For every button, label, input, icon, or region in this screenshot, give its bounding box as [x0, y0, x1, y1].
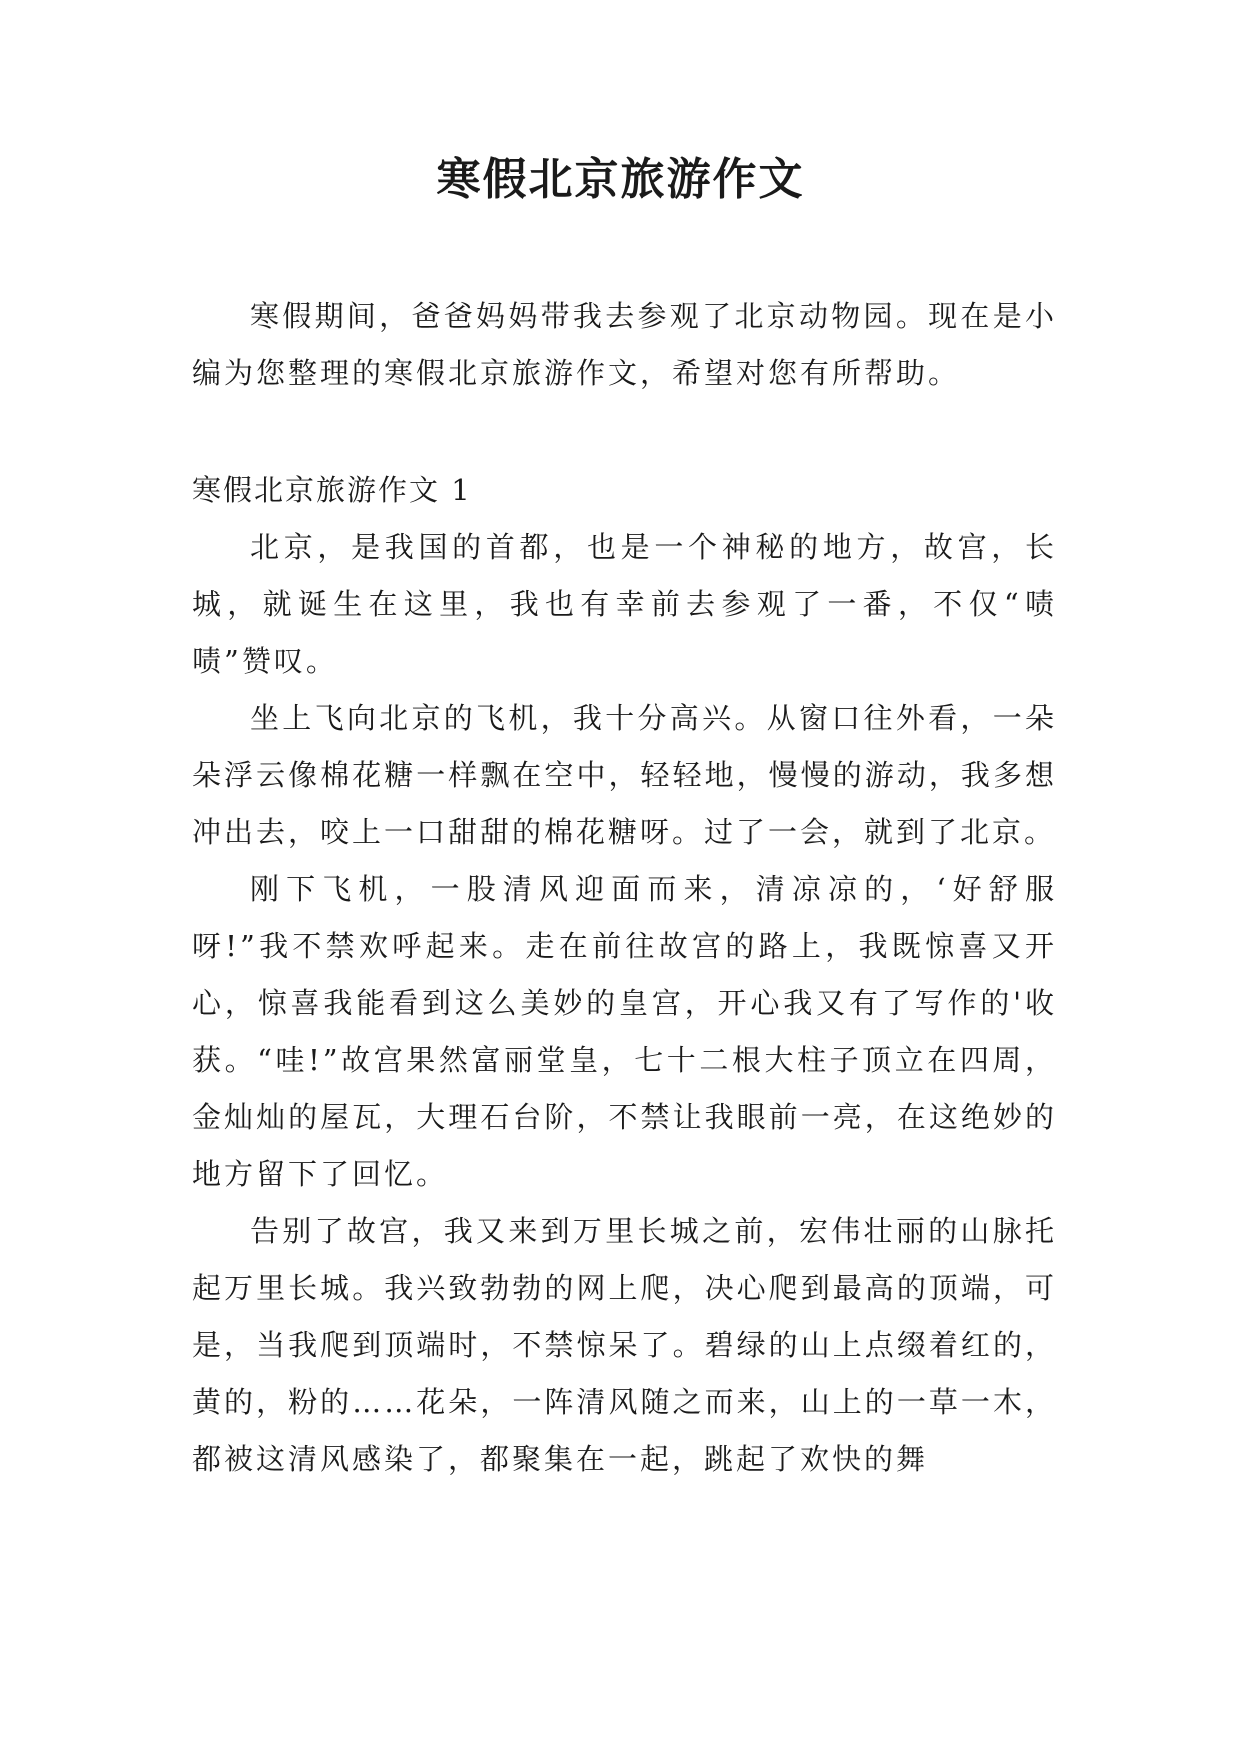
body-paragraph: 告别了故宫，我又来到万里长城之前，宏伟壮丽的山脉托起万里长城。我兴致勃勃的网上爬，决心爬到最高的顶端，可是，当我爬到顶端时，不禁惊呆了。碧绿的山上点缀着红的，黄的，粉的……花朵，一阵清风随之而来，山上的一草一木，都被这清风感染了，都聚集在一起，跳起了欢快的舞 — [192, 1214, 1057, 1476]
intro-paragraph: 寒假期间，爸爸妈妈带我去参观了北京动物园。现在是小编为您整理的寒假北京旅游作文，希望对您有所帮助。 — [192, 299, 1057, 390]
section-heading: 寒假北京旅游作文 1 — [192, 473, 472, 507]
body-paragraph: 刚下飞机，一股清风迎面而来，清凉凉的，‘好舒服呀!”我不禁欢呼起来。走在前往故宫的路上，我既惊喜又开心，惊喜我能看到这么美妙的皇宫，开心我又有了写作的'收获。“哇!”故宫果然富丽堂皇，七十二根大柱子顶立在四周，金灿灿的屋瓦，大理石台阶，不禁让我眼前一亮，在这绝妙的地方留下了回忆。 — [192, 872, 1057, 1191]
body-paragraph: 北京，是我国的首都，也是一个神秘的地方，故宫，长城，就诞生在这里，我也有幸前去参观了一番，不仅“啧啧”赞叹。 — [192, 530, 1057, 678]
document-title: 寒假北京旅游作文 — [436, 154, 805, 205]
body-paragraph: 坐上飞向北京的飞机，我十分高兴。从窗口往外看，一朵朵浮云像棉花糖一样飘在空中，轻轻地，慢慢的游动，我多想冲出去，咬上一口甜甜的棉花糖呀。过了一会，就到了北京。 — [192, 701, 1057, 849]
document-body — [192, 288, 1057, 1488]
